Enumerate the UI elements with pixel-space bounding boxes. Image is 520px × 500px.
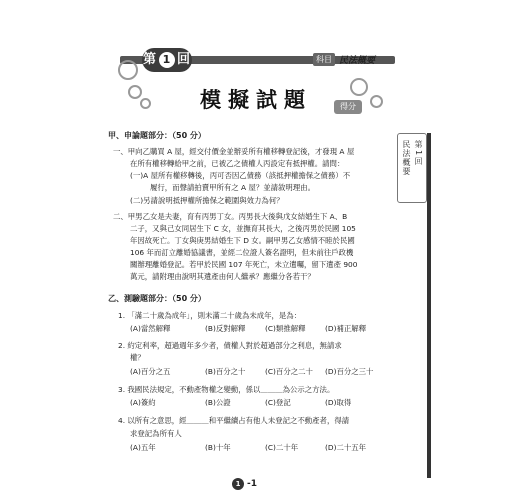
mcq-stem: 4. 以所有之意思，經＿＿＿和平繼續占有他人未登記之不動產者，得請 xyxy=(118,416,350,425)
side-strip xyxy=(427,133,431,478)
mcq-stem: 2. 約定利率，超過週年多少者，債權人對於超過部分之利息，無請求 xyxy=(118,341,342,350)
page-number xyxy=(232,478,257,490)
mcq-option[interactable]: (B)十年 xyxy=(205,443,231,452)
side-tab xyxy=(397,133,427,203)
badge-number: 1 xyxy=(159,52,175,68)
page-title: 模擬試題 xyxy=(200,87,312,112)
mcq-option[interactable]: (C)登記 xyxy=(265,398,291,407)
subject-name: 民法概要 xyxy=(339,55,376,66)
q1-line: (二)另請說明抵押權所擔保之範圍與效力為何？ xyxy=(130,196,284,205)
decor-circle-icon xyxy=(370,95,383,108)
mcq-option[interactable]: (C)二十年 xyxy=(265,443,299,452)
round-badge xyxy=(142,48,192,72)
q2-line: 106 年而訂立離婚協議書，並經二位證人簽名證明，但未前往戶政機 xyxy=(130,248,354,257)
side-tab-round: 第1回 xyxy=(414,140,423,168)
score-label: 得分 xyxy=(334,100,362,114)
mcq-option[interactable]: (A)簽約 xyxy=(130,398,156,407)
badge-prefix: 第 xyxy=(142,52,157,67)
mcq-stem: 3. 我國民法規定，不動產物權之變動，係以＿＿＿為公示之方法。 xyxy=(118,385,335,394)
q2-line: 二子，又與己女同居生下 C 女，並撫育其長大，之後丙男於民國 105 xyxy=(130,224,356,233)
page-suffix: -1 xyxy=(247,479,257,489)
mcq-stem: 1. 「滿二十歲為成年」，則未滿二十歲為未成年，是為： xyxy=(118,311,302,320)
mcq-option[interactable]: (D)百分之三十 xyxy=(325,367,374,376)
section-a-heading: 甲、申論題部分：（50 分） xyxy=(108,131,206,140)
decor-circle-icon xyxy=(128,85,142,99)
mcq-stem: 權？ xyxy=(130,353,145,362)
badge-suffix: 回 xyxy=(177,52,192,67)
mcq-option[interactable]: (B)百分之十 xyxy=(205,367,246,376)
page-chip: 1 xyxy=(232,478,244,490)
decor-circle-icon xyxy=(140,98,151,109)
mcq-option[interactable]: (B)公證 xyxy=(205,398,231,407)
subject-box: 科目 xyxy=(313,53,335,66)
mcq-option[interactable]: (B)反對解釋 xyxy=(205,324,246,333)
mcq-option[interactable]: (C)百分之二十 xyxy=(265,367,313,376)
q2-line: 萬元，請附理由說明其遺產由何人繼承？應繼分各若干？ xyxy=(130,272,315,281)
mcq-option[interactable]: (D)取得 xyxy=(325,398,352,407)
mcq-option[interactable]: (A)五年 xyxy=(130,443,156,452)
mcq-option[interactable]: (C)類推解釋 xyxy=(265,324,306,333)
decor-circle-icon xyxy=(350,78,368,96)
mcq-stem: 求登記為所有人 xyxy=(130,429,182,438)
side-tab-subject: 民法概要 xyxy=(402,140,411,176)
q2-line: 二、甲男乙女是夫妻，育有丙男丁女。丙男長大後與戊女結婚生下 A、B xyxy=(113,212,348,221)
section-b-heading: 乙、測驗題部分：（50 分） xyxy=(108,294,206,303)
q2-line: 關辦理離婚登記。若甲於民國 107 年死亡，未立遺囑，留下遺產 900 xyxy=(130,260,358,269)
subject-tag xyxy=(313,52,375,66)
q1-line: (一)A 屋所有權移轉後，丙可否因乙債務（該抵押權擔保之債務）不 xyxy=(130,171,351,180)
mcq-option[interactable]: (D)二十五年 xyxy=(325,443,367,452)
mcq-option[interactable]: (A)當然解釋 xyxy=(130,324,171,333)
mcq-option[interactable]: (D)補正解釋 xyxy=(325,324,367,333)
q2-line: 年因故死亡。丁女與庚男結婚生下 D 女。嗣甲男乙女感情不睦於民國 xyxy=(130,236,355,245)
q1-line: 一、甲向乙購買 A 屋，經交付價金並辦妥所有權移轉登記後，才發現 A 屋 xyxy=(113,147,355,156)
q1-line: 在所有權移轉給甲之前，已被乙之債權人丙設定有抵押權。請問： xyxy=(130,159,345,168)
q1-line: 履行，而聲請拍賣甲所有之 A 屋？並請敘明理由。 xyxy=(150,183,315,192)
mcq-option[interactable]: (A)百分之五 xyxy=(130,367,171,376)
decor-circle-icon xyxy=(118,60,138,80)
